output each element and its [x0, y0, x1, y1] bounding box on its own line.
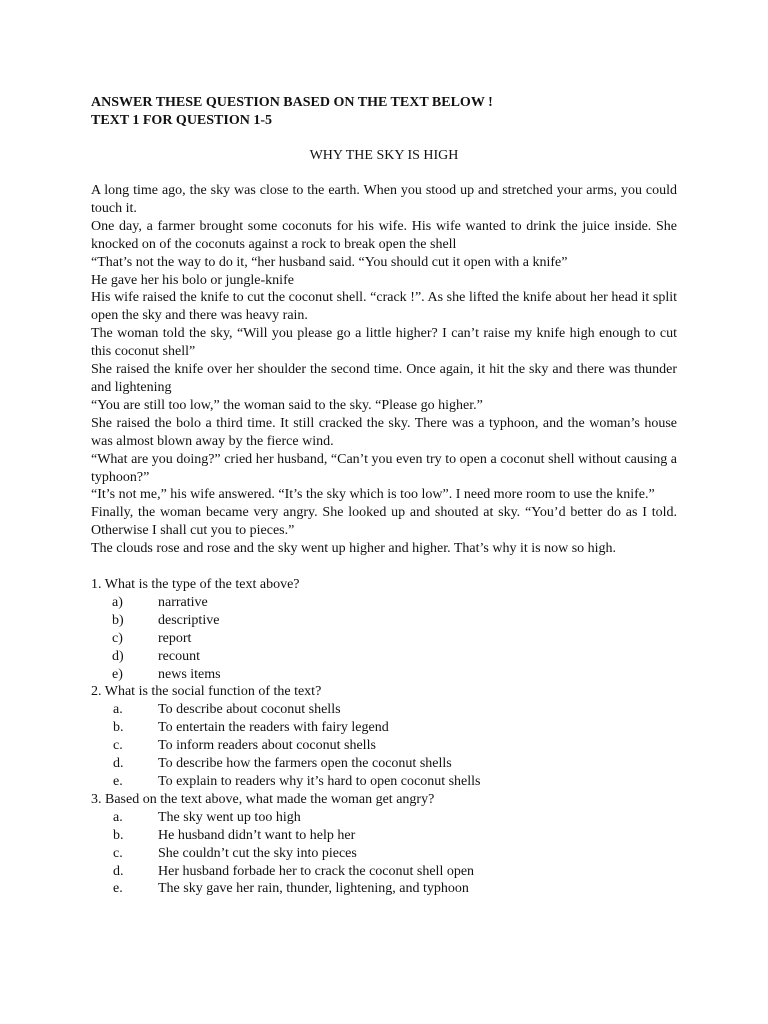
story-paragraph: She raised the knife over her shoulder the second time. Once again, it hit the sky and there was thunder and lightening	[91, 362, 677, 395]
option-item[interactable]	[91, 827, 677, 845]
option-marker-label: a.	[113, 809, 123, 825]
story-paragraph: “That’s not the way to do it, “her husband said. “You should cut it open with a knife”	[91, 254, 568, 270]
option-text: To describe how the farmers open the coconut shells	[158, 756, 452, 772]
option-marker-label: b.	[113, 827, 124, 843]
option-marker-label: a.	[113, 702, 123, 718]
option-marker	[113, 719, 153, 737]
option-marker-label: b.	[113, 720, 124, 736]
option-text: To entertain the readers with fairy legend	[158, 720, 389, 736]
option-item[interactable]	[91, 719, 677, 737]
option-text: The sky gave her rain, thunder, lightening, and typhoon	[158, 881, 469, 897]
text-label-heading: TEXT 1 FOR QUESTION 1-5	[91, 113, 272, 128]
story-paragraph: One day, a farmer brought some coconuts for his wife. His wife wanted to drink the juice inside. She knocked on of the coconuts against a rock to break open the shell	[91, 218, 677, 252]
option-text: The sky went up too high	[158, 809, 301, 825]
option-text: narrative	[158, 594, 208, 610]
option-list	[91, 701, 677, 791]
option-item[interactable]	[91, 755, 677, 773]
option-item[interactable]	[91, 863, 677, 881]
story-paragraph: His wife raised the knife to cut the coconut shell. “crack !”. As she lifted the knife about her head it split open the sky and there was heavy rain.	[91, 290, 677, 324]
option-marker	[113, 773, 153, 791]
story-paragraph: She raised the bolo a third time. It still cracked the sky. There was a typhoon, and the woman’s house was almost blown away by the fierce wind.	[91, 415, 677, 449]
option-marker-label: e.	[113, 774, 123, 789]
option-list	[91, 809, 677, 899]
option-text: She couldn’t cut the sky into pieces	[158, 845, 357, 861]
option-marker	[113, 701, 153, 719]
option-marker	[113, 809, 153, 827]
option-text: To inform readers about coconut shells	[158, 738, 376, 754]
option-marker-label: d.	[113, 863, 124, 879]
question-text: 2. What is the social function of the text?	[91, 684, 322, 700]
question-2	[91, 683, 677, 790]
option-text: news items	[158, 666, 221, 682]
question-3	[91, 791, 677, 898]
option-list	[91, 594, 677, 684]
option-marker	[113, 827, 153, 845]
option-marker	[113, 755, 153, 773]
option-text: To explain to readers why it’s hard to open coconut shells	[158, 774, 481, 789]
option-text: report	[158, 630, 192, 646]
option-marker-label: e.	[113, 881, 123, 897]
option-marker	[113, 845, 153, 863]
story-paragraph: “What are you doing?” cried her husband, “Can’t you even try to open a coconut shell without causing a typhoon?”	[91, 451, 677, 485]
option-marker-label: d.	[113, 756, 124, 772]
instruction-heading: ANSWER THESE QUESTION BASED ON THE TEXT BELOW !	[91, 95, 493, 110]
option-item[interactable]	[91, 809, 677, 827]
option-item[interactable]	[91, 773, 677, 791]
question-list	[91, 576, 677, 898]
option-item[interactable]	[91, 737, 677, 755]
option-marker	[113, 737, 153, 755]
option-marker: a)	[112, 594, 123, 610]
option-marker	[113, 863, 153, 881]
option-item[interactable]	[91, 648, 677, 666]
story-paragraph: “It’s not me,” his wife answered. “It’s the sky which is too low”. I need more room to use the knife.”	[91, 487, 655, 503]
option-item[interactable]	[91, 666, 677, 684]
option-marker	[113, 880, 153, 898]
worksheet-page	[91, 94, 677, 898]
question-text: 1. What is the type of the text above?	[91, 577, 300, 593]
story-paragraph: The woman told the sky, “Will you please go a little higher? I can’t raise my knife high enough to cut this coconut shell”	[91, 326, 677, 360]
option-text: He husband didn’t want to help her	[158, 827, 356, 843]
story-paragraph: The clouds rose and rose and the sky went up higher and higher. That’s why it is now so high.	[91, 541, 617, 557]
option-item[interactable]	[91, 612, 677, 630]
story-paragraph: He gave her his bolo or jungle-knife	[91, 272, 294, 288]
option-marker-label: c.	[113, 738, 123, 754]
option-marker: e)	[112, 666, 123, 682]
option-item[interactable]	[91, 701, 677, 719]
option-marker: b)	[112, 612, 124, 628]
story-paragraph: A long time ago, the sky was close to the earth. When you stood up and stretched your arms, you could touch it.	[91, 183, 677, 216]
story-paragraph: Finally, the woman became very angry. She looked up and shouted at sky. “You’d better do as I told. Otherwise I shall cut you to pieces.”	[91, 505, 677, 539]
option-item[interactable]	[91, 845, 677, 863]
option-item[interactable]	[91, 594, 677, 612]
option-text: To describe about coconut shells	[158, 702, 341, 718]
question-text: 3. Based on the text above, what made the woman get angry?	[91, 791, 435, 807]
option-text: descriptive	[158, 612, 220, 628]
story-title: WHY THE SKY IS HIGH	[309, 148, 459, 163]
option-marker: d)	[112, 648, 124, 664]
story-body	[91, 182, 677, 558]
option-marker-label: c.	[113, 845, 123, 861]
option-item[interactable]	[91, 880, 677, 898]
option-item[interactable]	[91, 630, 677, 648]
question-1	[91, 576, 677, 683]
option-text: Her husband forbade her to crack the coconut shell open	[158, 863, 475, 879]
story-paragraph: “You are still too low,” the woman said to the sky. “Please go higher.”	[91, 397, 483, 413]
option-text: recount	[158, 648, 200, 664]
option-marker: c)	[112, 630, 123, 646]
